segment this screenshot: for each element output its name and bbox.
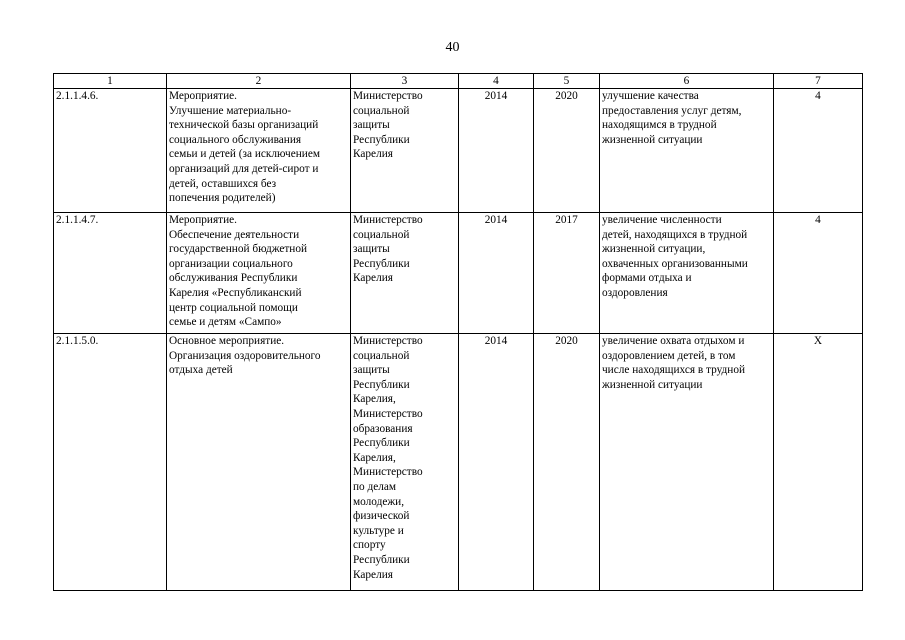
executor-cell: Министерство социальной защиты Республики Карелия xyxy=(351,89,459,213)
activity-cell: Основное мероприятие. Организация оздоровительного отдыха детей xyxy=(167,334,351,591)
activity-cell: Мероприятие. Улучшение материально- технической базы организаций социального обслуживания семьи и детей (за исключением организаций для детей-сирот и детей, оставшихся без попечения родителей) xyxy=(167,89,351,213)
start-year-cell: 2014 xyxy=(459,334,534,591)
page-number: 40 xyxy=(445,40,460,55)
indicator-cell: Х xyxy=(774,334,863,591)
end-year-cell: 2017 xyxy=(534,213,600,334)
table-row xyxy=(54,334,863,591)
end-year-cell: 2020 xyxy=(534,89,600,213)
indicator-cell: 4 xyxy=(774,213,863,334)
start-year-cell: 2014 xyxy=(459,213,534,334)
header-row xyxy=(54,74,863,89)
executor-cell: Министерство социальной защиты Республики Карелия, Министерство образования Республики Карелия, Министерство по делам молодежи, физической культуре и спорту Республики Карелия xyxy=(351,334,459,591)
result-cell: улучшение качества предоставления услуг детям, находящимся в трудной жизненной ситуации xyxy=(600,89,774,213)
executor-cell: Министерство социальной защиты Республики Карелия xyxy=(351,213,459,334)
end-year-cell: 2020 xyxy=(534,334,600,591)
table-row xyxy=(54,89,863,213)
column-header: 7 xyxy=(774,74,863,89)
start-year-cell: 2014 xyxy=(459,89,534,213)
program-activities-table xyxy=(53,73,863,591)
code-cell: 2.1.1.4.6. xyxy=(54,89,167,213)
activity-cell: Мероприятие. Обеспечение деятельности государственной бюджетной организации социального обслуживания Республики Карелия «Республиканский центр социальной помощи семье и детям «Сампо» xyxy=(167,213,351,334)
column-header: 1 xyxy=(54,74,167,89)
column-header: 5 xyxy=(534,74,600,89)
code-cell: 2.1.1.4.7. xyxy=(54,213,167,334)
column-header: 3 xyxy=(351,74,459,89)
column-header: 6 xyxy=(600,74,774,89)
table-row xyxy=(54,213,863,334)
column-header: 2 xyxy=(167,74,351,89)
indicator-cell: 4 xyxy=(774,89,863,213)
column-header: 4 xyxy=(459,74,534,89)
result-cell: увеличение охвата отдыхом и оздоровлением детей, в том числе находящихся в трудной жизненной ситуации xyxy=(600,334,774,591)
result-cell: увеличение численности детей, находящихся в трудной жизненной ситуации, охваченных организованными формами отдыха и оздоровления xyxy=(600,213,774,334)
code-cell: 2.1.1.5.0. xyxy=(54,334,167,591)
